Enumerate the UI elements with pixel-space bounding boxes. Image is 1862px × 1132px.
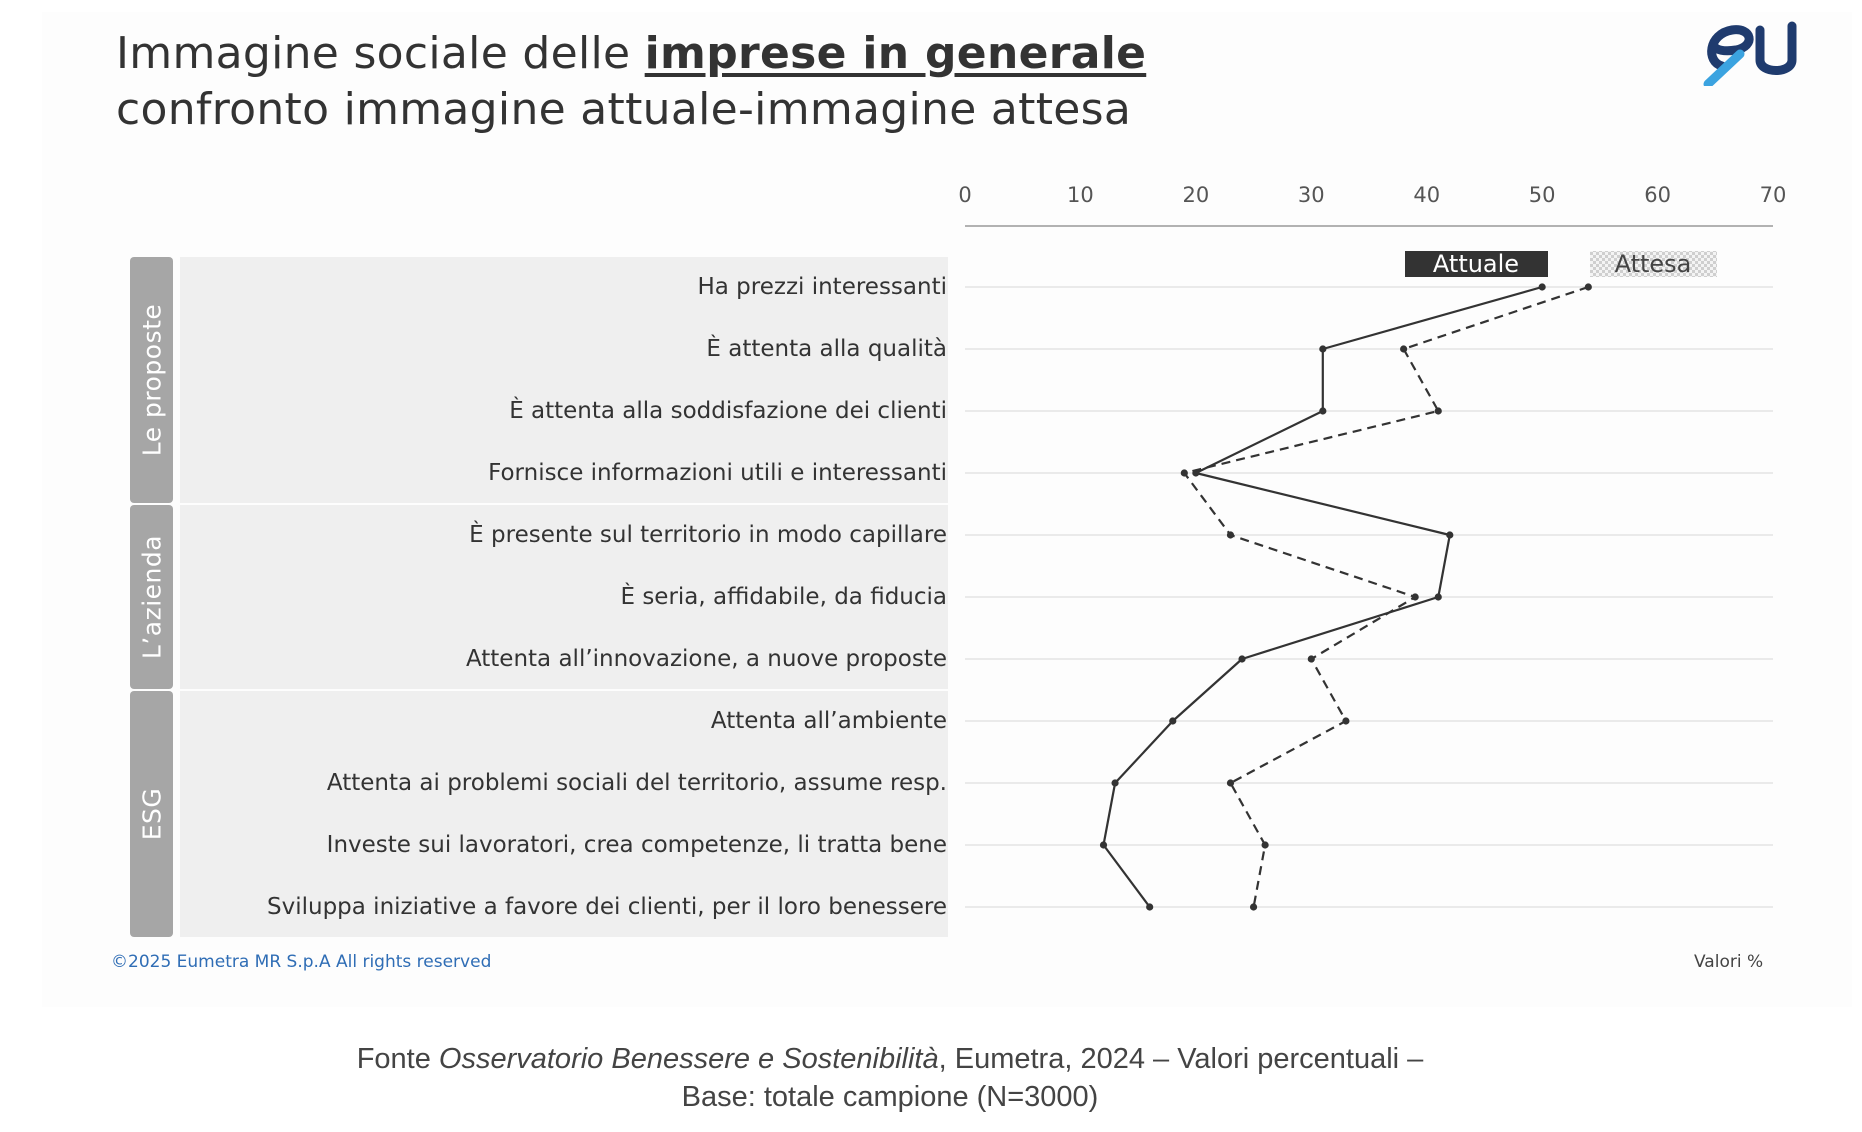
- source-suffix: , Eumetra, 2024 – Valori percentuali –: [938, 1043, 1424, 1075]
- data-point-attesa: [1400, 345, 1407, 352]
- category-label: È presente sul territorio in modo capillare: [469, 522, 947, 548]
- data-point-attuale: [1238, 655, 1245, 662]
- data-point-attesa: [1585, 283, 1592, 290]
- x-tick-label: 40: [1413, 183, 1441, 207]
- group-label: ESG: [137, 787, 166, 841]
- category-label: Investe sui lavoratori, crea competenze, li tratta bene: [326, 832, 947, 858]
- data-point-attuale: [1319, 407, 1326, 414]
- source-title: Osservatorio Benessere e Sostenibilità: [438, 1043, 939, 1075]
- data-point-attesa: [1342, 717, 1349, 724]
- title-prefix: Immagine sociale delle: [116, 28, 645, 79]
- legend-label-attuale: Attuale: [1432, 250, 1520, 278]
- data-point-attesa: [1262, 841, 1269, 848]
- source-line-2: Base: totale campione (N=3000): [681, 1081, 1099, 1113]
- copyright-text: ©2025 Eumetra MR S.p.A All rights reserved: [111, 952, 492, 972]
- category-label: Attenta ai problemi sociali del territorio, assume resp.: [326, 770, 947, 796]
- x-tick-label: 50: [1528, 183, 1556, 207]
- units-label: Valori %: [1694, 952, 1764, 972]
- source-caption: [0, 1040, 1780, 1116]
- x-tick-label: 0: [958, 183, 972, 207]
- data-point-attuale: [1435, 593, 1442, 600]
- data-point-attuale: [1100, 841, 1107, 848]
- category-label: Ha prezzi interessanti: [697, 274, 947, 300]
- category-label: Fornisce informazioni utili e interessanti: [488, 460, 947, 486]
- data-point-attesa: [1250, 903, 1257, 910]
- source-line-1: [0, 1040, 1780, 1078]
- data-point-attesa: [1435, 407, 1442, 414]
- data-point-attuale: [1146, 903, 1153, 910]
- category-label: Attenta all’ambiente: [710, 708, 947, 734]
- data-point-attuale: [1169, 717, 1176, 724]
- group-label: L’azienda: [137, 534, 166, 660]
- category-label: Attenta all’innovazione, a nuove proposte: [465, 646, 947, 672]
- data-point-attuale: [1539, 283, 1546, 290]
- data-point-attuale: [1446, 531, 1453, 538]
- category-label: È attenta alla soddisfazione dei clienti: [509, 398, 947, 424]
- title-line-2: confronto immagine attuale-immagine attesa: [116, 84, 1132, 135]
- legend-label-attesa: Attesa: [1614, 250, 1692, 278]
- category-label: È attenta alla qualità: [706, 336, 947, 362]
- data-point-attuale: [1319, 345, 1326, 352]
- data-point-attuale: [1111, 779, 1118, 786]
- x-tick-label: 10: [1067, 183, 1094, 207]
- source-prefix: Fonte: [356, 1043, 439, 1075]
- data-point-attesa: [1308, 655, 1315, 662]
- category-label: Sviluppa iniziative a favore dei clienti, per il loro benessere: [267, 894, 947, 920]
- title-emphasis: imprese in generale: [644, 28, 1147, 79]
- x-tick-label: 30: [1297, 183, 1325, 207]
- category-label: È seria, affidabile, da fiducia: [620, 584, 947, 610]
- data-point-attesa: [1181, 469, 1188, 476]
- group-label: Le proposte: [137, 303, 166, 457]
- x-tick-label: 60: [1644, 183, 1671, 207]
- data-point-attesa: [1412, 593, 1419, 600]
- data-point-attesa: [1227, 779, 1234, 786]
- data-point-attesa: [1227, 531, 1234, 538]
- x-tick-label: 70: [1759, 183, 1787, 207]
- x-tick-label: 20: [1182, 183, 1210, 207]
